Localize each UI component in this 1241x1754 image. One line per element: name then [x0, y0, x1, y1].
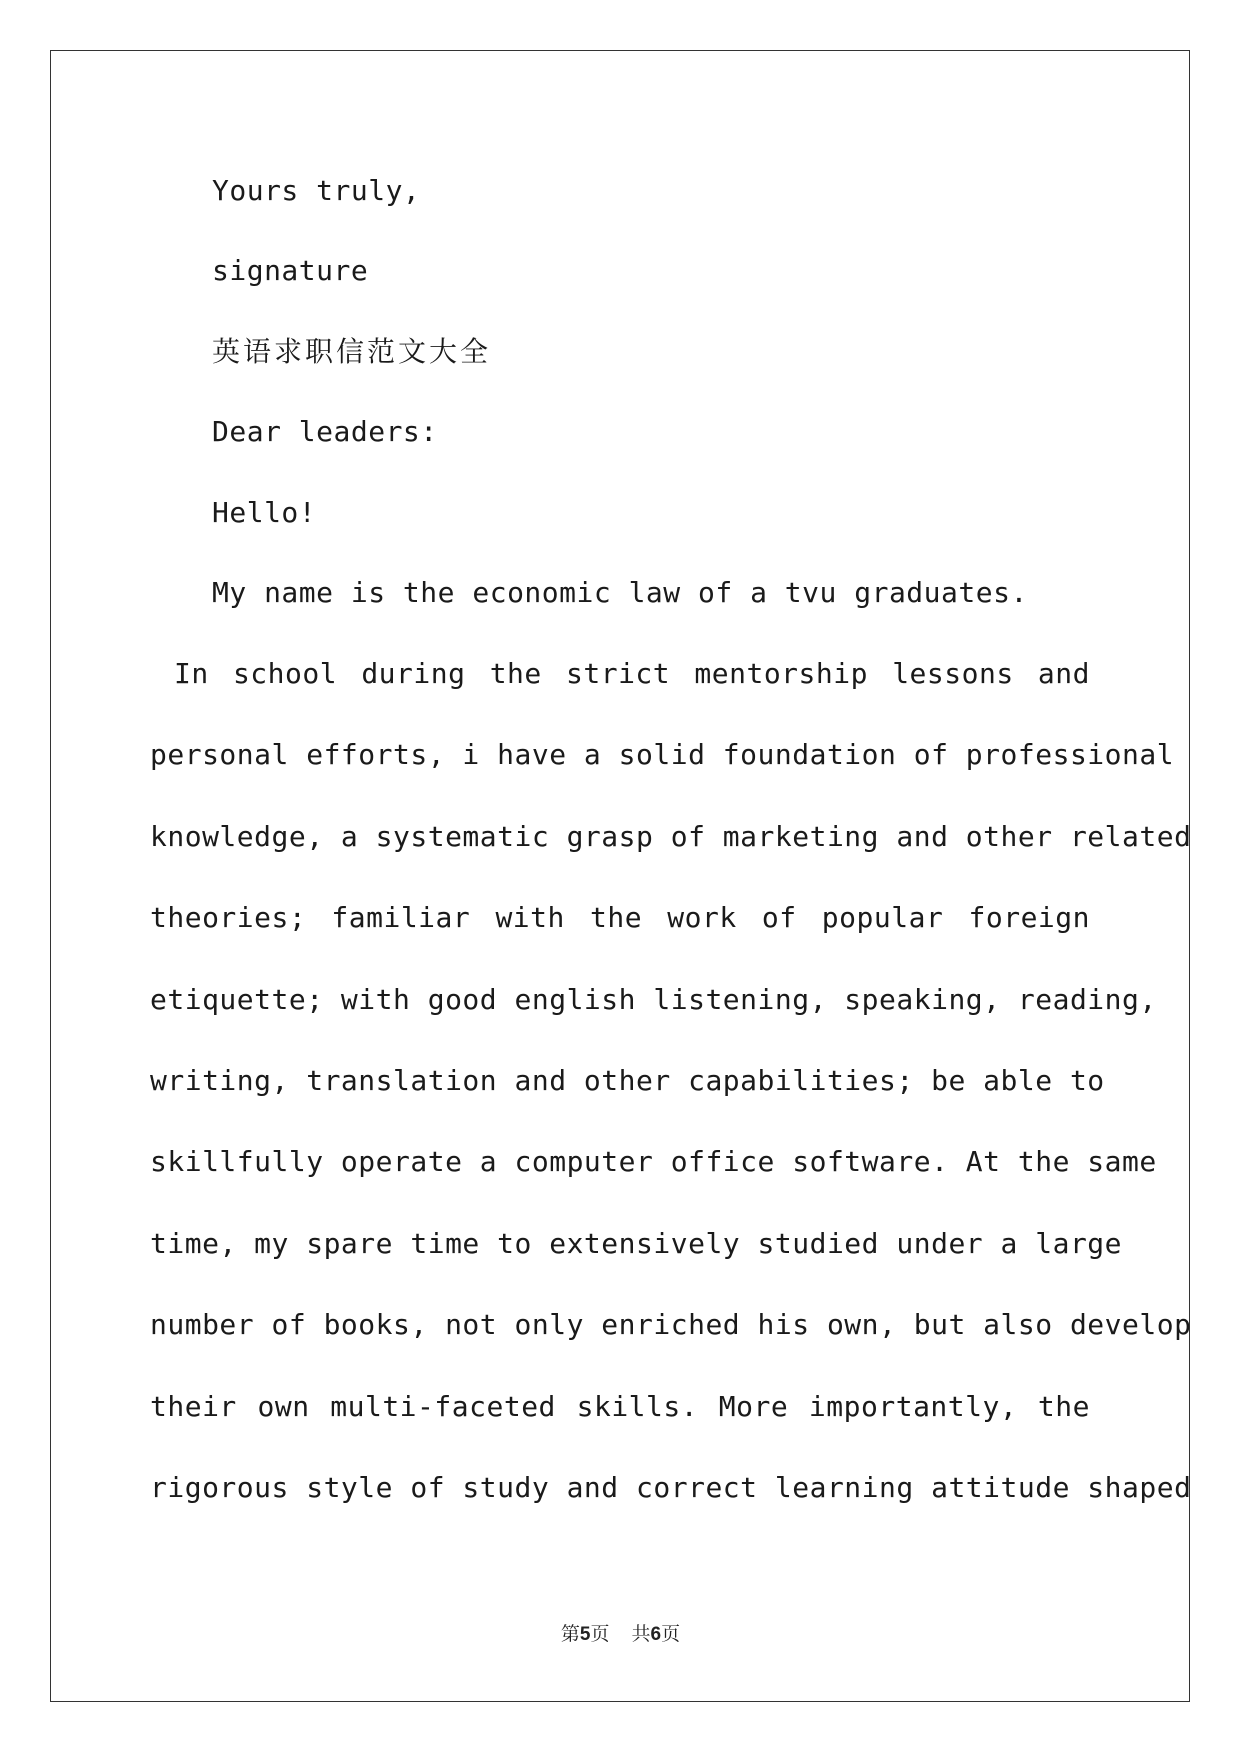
salutation-line: Dear leaders: — [212, 415, 438, 448]
paragraph-line: etiquette; with good english listening, speaking, reading, — [150, 982, 1157, 1016]
paragraph-line: their own multi-faceted skills. More importantly, the — [150, 1389, 1090, 1423]
total-pages-number: 6 — [650, 1624, 662, 1645]
paragraph-line: number of books, not only enriched his own, but also develop — [150, 1308, 1192, 1342]
paragraph-line: time, my spare time to extensively studied under a large — [150, 1226, 1123, 1260]
paragraph-line: knowledge, a systematic grasp of marketing and other related — [150, 819, 1192, 853]
paragraph-line: skillfully operate a computer office software. At the same — [150, 1145, 1157, 1179]
paragraph-line: writing, translation and other capabilities; be able to — [150, 1063, 1105, 1097]
closing-line: Yours truly, — [212, 174, 421, 207]
body-paragraph — [150, 633, 1192, 1528]
paragraph-line: rigorous style of study and correct learning attitude shaped — [150, 1470, 1192, 1504]
paragraph-line: In school during the strict mentorship lessons and — [174, 657, 1090, 690]
section-title: 英语求职信范文大全 — [212, 335, 492, 368]
greeting-line: Hello! — [212, 496, 317, 529]
intro-line: My name is the economic law of a tvu graduates. — [212, 576, 1028, 609]
paragraph-line: personal efforts, i have a solid foundation of professional — [150, 738, 1175, 772]
signature-line: signature — [212, 254, 369, 287]
paragraph-line: theories; familiar with the work of popular foreign — [150, 901, 1090, 935]
page-suffix: 页 — [590, 1623, 610, 1645]
page-prefix: 第 — [560, 1623, 580, 1645]
current-page-number: 5 — [579, 1624, 591, 1645]
page-footer — [0, 1622, 1241, 1647]
total-suffix: 页 — [661, 1623, 681, 1645]
total-prefix: 共 — [631, 1623, 651, 1645]
